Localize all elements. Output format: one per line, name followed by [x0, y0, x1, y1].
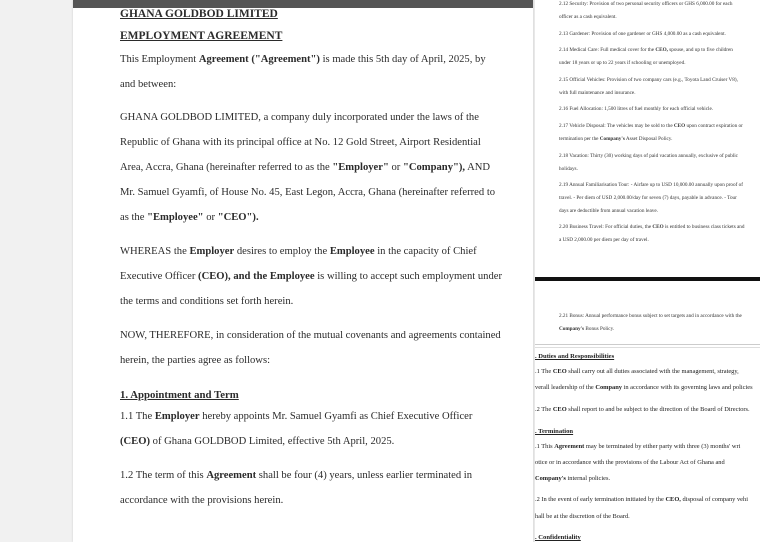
- clause-2-13-line-1: 2.13 Gardener: Provision of one gardener or GHS 4,000.00 as a cash equivalent.: [559, 31, 726, 37]
- clause-1-2-line-2: accordance with the provisions herein.: [120, 495, 284, 506]
- agreement-title: EMPLOYMENT AGREEMENT: [120, 30, 283, 42]
- clause-2-17-line-1: 2.17 Vehicle Disposal: The vehicles may be sold to the CEO upon contract expiration or: [559, 123, 743, 129]
- separator-line: [535, 347, 760, 348]
- separator-line: [535, 344, 760, 345]
- intro-line-2: and between:: [120, 79, 177, 90]
- clause-2-12-line-1: 2.12 Security: Provision of two personal security officers or GHS 6,000.00 for each: [559, 1, 733, 7]
- clause-1-2-line-1: 1.2 The term of this Agreement shall be four (4) years, unless earlier terminated in: [120, 470, 473, 481]
- clause-2-14-line-2: under 18 years or up to 22 years if schooling or unemployed.: [559, 60, 686, 66]
- parties-line-3: Area, Accra, Ghana (hereinafter referred to as the "Employer" or "Company"), AND: [120, 162, 491, 173]
- whereas-line-1: WHEREAS the Employer desires to employ the Employee in the capacity of Chief: [120, 246, 477, 257]
- clause-2-19-line-3: days are deductible from annual vacation leave.: [559, 208, 658, 214]
- clause-1-1-line-1: 1.1 The Employer hereby appoints Mr. Samuel Gyamfi as Chief Executive Officer: [120, 411, 473, 422]
- parties-line-1: GHANA GOLDBOD LIMITED, a company duly incorporated under the laws of the: [120, 112, 479, 123]
- parties-line-5: as the "Employee" or "CEO").: [120, 212, 259, 223]
- clause-2-16-line-1: 2.16 Fuel Allocation: 1,500 litres of fuel monthly for each official vehicle.: [559, 106, 714, 112]
- page-break-divider: [535, 277, 760, 281]
- termination-1-line-3: Company's internal policies.: [535, 475, 611, 482]
- termination-2-line-2: hall be at the discretion of the Board.: [535, 513, 630, 520]
- parties-line-4: Mr. Samuel Gyamfi, of House No. 45, East Legon, Accra, Ghana (hereinafter referred to: [120, 187, 496, 198]
- document-page-right: [535, 0, 760, 542]
- clause-2-21-line-1: 2.21 Bonus: Annual performance bonus subject to set targets and in accordance with the: [559, 313, 742, 319]
- clause-2-15-line-1: 2.15 Official Vehicles: Provision of two company cars (e.g., Toyota Land Cruiser V8),: [559, 77, 738, 83]
- clause-2-20-line-1: 2.20 Business Travel: For official duties, the CEO is entitled to business class tickets and: [559, 224, 745, 230]
- duties-2-line-1: .2 The CEO shall report to and be subject to the direction of the Board of Directors.: [535, 406, 750, 413]
- termination-2-line-1: .2 In the event of early termination initiated by the CEO, disposal of company vehi: [535, 496, 748, 503]
- clause-2-18-line-2: holidays.: [559, 166, 578, 172]
- clause-2-17-line-2: termination per the Company's Asset Disposal Policy.: [559, 136, 673, 142]
- clause-2-19-line-2: travel. - Per diem of USD 2,000.00/day for seven (7) days, payable in advance. - Tour: [559, 195, 737, 201]
- clause-2-19-line-1: 2.19 Annual Familiarisation Tour: - Airfare up to USD 10,000.00 annually upon proof of: [559, 182, 743, 188]
- termination-1-line-1: .1 This Agreement may be terminated by either party with three (3) months' wri: [535, 443, 741, 450]
- termination-heading: . Termination: [535, 428, 574, 435]
- duties-1-line-2: verall leadership of the Company in accordance with its governing laws and policies: [535, 384, 753, 391]
- document-page-left: [73, 0, 533, 542]
- page-top-edge: [73, 0, 533, 8]
- clause-2-21-line-2: Company's Bonus Policy.: [559, 326, 615, 332]
- duties-1-line-1: .1 The CEO shall carry out all duties associated with the management, strategy,: [535, 368, 739, 375]
- now-therefore-line-1: NOW, THEREFORE, in consideration of the mutual covenants and agreements contained: [120, 330, 501, 341]
- termination-1-line-2: otice or in accordance with the provisions of the Labour Act of Ghana and: [535, 459, 725, 466]
- whereas-line-2: Executive Officer (CEO), and the Employee is willing to accept such employment under: [120, 271, 503, 282]
- company-title: GHANA GOLDBOD LIMITED: [120, 8, 278, 20]
- whereas-line-3: the terms and conditions set forth herein.: [120, 296, 294, 307]
- clause-2-12-line-2: officer as a cash equivalent.: [559, 14, 617, 20]
- clause-2-18-line-1: 2.18 Vacation: Thirty (30) working days of paid vacation annually, exclusive of public: [559, 153, 738, 159]
- clause-2-14-line-1: 2.14 Medical Care: Full medical cover for the CEO, spouse, and up to five children: [559, 47, 733, 53]
- now-therefore-line-2: herein, the parties agree as follows:: [120, 355, 271, 366]
- confidentiality-heading: . Confidentiality: [535, 534, 581, 541]
- intro-line-1: This Employment Agreement ("Agreement") is made this 5th day of April, 2025, by: [120, 54, 486, 65]
- parties-line-2: Republic of Ghana with its principal office at No. 12 Gold Street, Airport Residential: [120, 137, 481, 148]
- clause-2-15-line-2: with full maintenance and insurance.: [559, 90, 636, 96]
- clause-1-1-line-2: (CEO) of Ghana GOLDBOD Limited, effective 5th April, 2025.: [120, 436, 395, 447]
- duties-heading: . Duties and Responsibilities: [535, 353, 615, 360]
- section-1-heading: 1. Appointment and Term: [120, 389, 239, 401]
- clause-2-20-line-2: a USD 2,000.00 per diem per day of travel.: [559, 237, 649, 243]
- viewer-gutter: [0, 0, 73, 542]
